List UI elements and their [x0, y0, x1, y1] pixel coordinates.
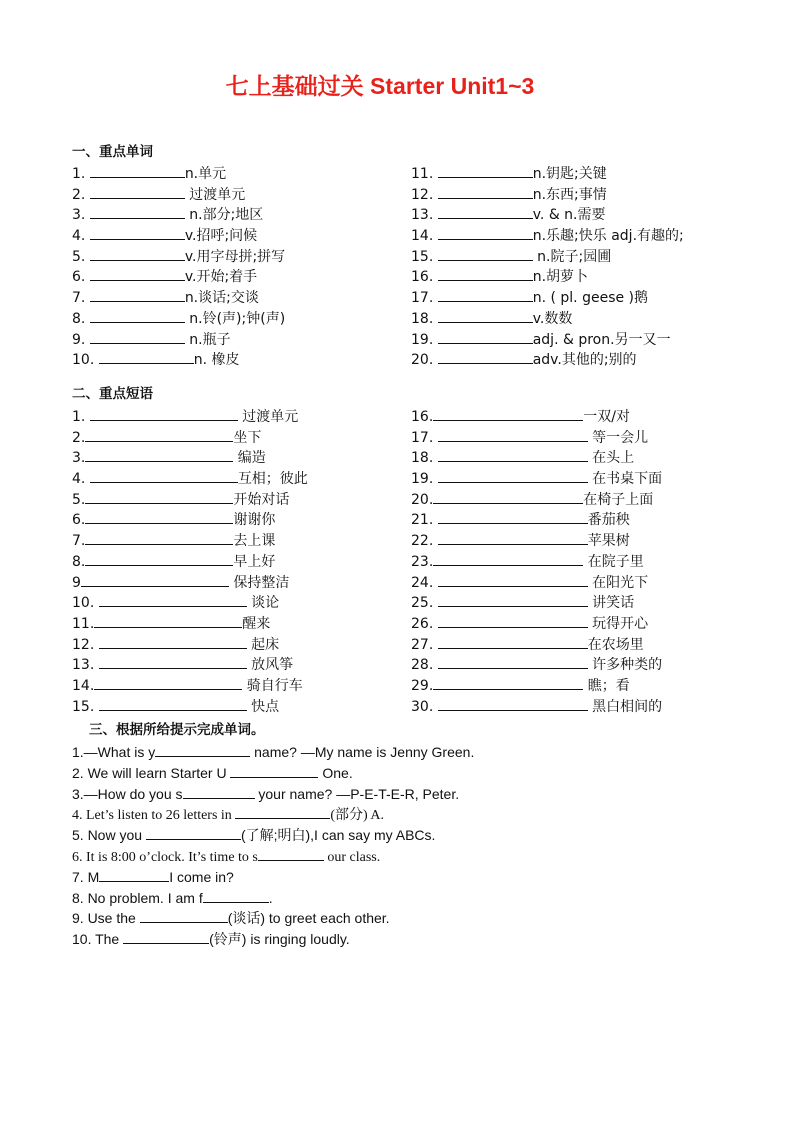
- answer-blank[interactable]: [230, 763, 318, 778]
- item-number: 20.: [411, 352, 438, 369]
- item-number: 24.: [411, 574, 438, 591]
- word-item-row: [72, 204, 285, 225]
- word-item-row: [411, 308, 684, 329]
- answer-blank[interactable]: [438, 613, 588, 628]
- phrase-item-row: [411, 613, 662, 634]
- section-2-heading: 二、重点短语: [72, 386, 153, 402]
- phrase-item-row: [411, 675, 662, 696]
- answer-blank[interactable]: [235, 804, 330, 819]
- phrase-item-row: [72, 572, 308, 593]
- word-item-row: [72, 308, 285, 329]
- item-hint: n.瓶子: [184, 331, 231, 348]
- answer-blank[interactable]: [99, 634, 247, 649]
- item-hint: 等一会儿: [587, 429, 649, 446]
- answer-blank[interactable]: [438, 163, 533, 178]
- phrase-item-row: [411, 509, 662, 530]
- phrase-item-row: [411, 654, 662, 675]
- item-hint: 谢谢你: [233, 512, 276, 529]
- sentence-start: 3.—How do you s: [72, 785, 183, 802]
- answer-blank[interactable]: [90, 308, 185, 323]
- item-hint: 在椅子上面: [583, 491, 654, 508]
- section-3-list: [72, 742, 474, 950]
- item-number: 1.: [72, 409, 90, 425]
- item-number: 6.: [72, 512, 86, 529]
- item-hint: 谈论: [246, 595, 280, 612]
- item-hint: 一双/对: [583, 409, 630, 425]
- word-item-row: [411, 349, 684, 370]
- sentence-start: 4. Let’s listen to 26 letters in: [72, 808, 236, 824]
- item-number: 18.: [411, 310, 438, 327]
- phrase-item-row: [411, 530, 662, 551]
- item-hint: 编造: [233, 450, 266, 467]
- item-hint: 起床: [246, 636, 280, 653]
- item-hint: 瞧；看: [583, 677, 630, 694]
- answer-blank[interactable]: [438, 696, 588, 711]
- word-item-row: [411, 329, 684, 350]
- phrase-item-row: [411, 447, 662, 468]
- section-2-left-column: [72, 406, 308, 716]
- sentence-start: 6. It is 8:00 o’clock. It’s time to s: [72, 849, 258, 865]
- item-number: 27.: [411, 636, 438, 653]
- section-1-left-column: [72, 163, 285, 370]
- answer-blank[interactable]: [94, 613, 242, 628]
- answer-blank[interactable]: [438, 634, 588, 649]
- item-hint: 早上好: [233, 553, 276, 570]
- fill-in-item: [72, 846, 474, 867]
- sentence-end: .: [268, 889, 273, 906]
- item-number: 4.: [72, 471, 90, 488]
- sentence-start: 1.—What is y: [72, 744, 156, 760]
- answer-blank[interactable]: [438, 447, 588, 462]
- sentence-end: (部分) A.: [330, 808, 384, 824]
- item-hint: 过渡单元: [184, 186, 246, 203]
- word-item-row: [411, 163, 684, 184]
- item-hint: n. 橡皮: [193, 352, 240, 369]
- fill-in-item: [72, 929, 474, 950]
- item-number: 7.: [72, 533, 86, 550]
- item-number: 9: [72, 574, 81, 591]
- phrase-item-row: [72, 509, 308, 530]
- answer-blank[interactable]: [438, 349, 533, 364]
- item-number: 9.: [72, 331, 90, 348]
- phrase-item-row: [72, 654, 308, 675]
- item-number: 8.: [72, 553, 86, 570]
- item-number: 8.: [72, 310, 90, 327]
- item-number: 18.: [411, 450, 438, 467]
- answer-blank[interactable]: [438, 654, 588, 669]
- item-number: 22.: [411, 533, 438, 550]
- fill-in-item: [72, 742, 474, 763]
- section-3-heading: 三、根据所给提示完成单词。: [89, 722, 265, 738]
- answer-blank[interactable]: [155, 742, 250, 757]
- fill-in-item: [72, 825, 474, 846]
- item-hint: 醒来: [242, 615, 271, 632]
- word-item-row: [72, 349, 285, 370]
- item-number: 13.: [411, 207, 438, 224]
- answer-blank[interactable]: [438, 246, 533, 261]
- phrase-item-row: [411, 572, 662, 593]
- answer-blank[interactable]: [90, 266, 185, 281]
- answer-blank[interactable]: [146, 825, 241, 840]
- item-number: 10.: [72, 595, 99, 612]
- sentence-end: (谈话) to greet each other.: [227, 910, 390, 927]
- sentence-start: 5. Now you: [72, 827, 146, 844]
- word-item-row: [411, 266, 684, 287]
- item-number: 14.: [72, 677, 95, 694]
- sentence-end: our class.: [323, 849, 381, 865]
- phrase-item-row: [411, 468, 662, 489]
- answer-blank[interactable]: [90, 287, 185, 302]
- item-number: 10.: [72, 352, 99, 369]
- answer-blank[interactable]: [85, 509, 233, 524]
- answer-blank[interactable]: [90, 246, 185, 261]
- item-number: 3.: [72, 207, 90, 224]
- answer-blank[interactable]: [99, 349, 194, 364]
- answer-blank[interactable]: [99, 592, 247, 607]
- item-number: 6.: [72, 269, 90, 286]
- item-hint: v.数数: [532, 310, 573, 327]
- item-number: 11.: [411, 166, 438, 182]
- sentence-start: 9. Use the: [72, 910, 140, 927]
- item-number: 1.: [72, 166, 90, 182]
- item-hint: 讲笑话: [587, 595, 635, 612]
- item-hint: 黑白相间的: [587, 698, 663, 715]
- answer-blank[interactable]: [433, 489, 583, 504]
- answer-blank[interactable]: [85, 427, 233, 442]
- answer-blank[interactable]: [90, 329, 185, 344]
- sentence-start: 8. No problem. I am f: [72, 889, 203, 906]
- phrase-item-row: [411, 634, 662, 655]
- fill-in-item: [72, 763, 474, 784]
- item-hint: 坐下: [233, 429, 262, 446]
- item-number: 16.: [411, 409, 434, 425]
- sentence-end: One.: [318, 764, 353, 781]
- item-hint: 番茄秧: [587, 512, 630, 529]
- item-number: 25.: [411, 595, 438, 612]
- item-number: 13.: [72, 657, 99, 674]
- item-number: 23.: [411, 553, 434, 570]
- item-hint: 互相；彼此: [237, 471, 308, 488]
- fill-in-item: [72, 867, 474, 888]
- sentence-end: name? —My name is Jenny Green.: [250, 744, 475, 760]
- answer-blank[interactable]: [438, 592, 588, 607]
- section-2-right-column: [411, 406, 662, 716]
- fill-in-item: [72, 888, 474, 909]
- answer-blank[interactable]: [90, 406, 238, 421]
- sentence-start: 7. M: [72, 868, 100, 885]
- answer-blank[interactable]: [438, 427, 588, 442]
- answer-blank[interactable]: [438, 509, 588, 524]
- phrase-item-row: [72, 489, 308, 510]
- answer-blank[interactable]: [85, 489, 233, 504]
- answer-blank[interactable]: [140, 908, 228, 923]
- item-hint: 许多种类的: [587, 657, 663, 674]
- item-hint: n.单元: [184, 166, 227, 182]
- item-hint: n. ( pl. geese )鹅: [532, 290, 649, 307]
- answer-blank[interactable]: [438, 329, 533, 344]
- answer-blank[interactable]: [438, 468, 588, 483]
- phrase-item-row: [72, 592, 308, 613]
- answer-blank[interactable]: [81, 572, 229, 587]
- phrase-item-row: [72, 634, 308, 655]
- item-number: 15.: [72, 698, 99, 715]
- answer-blank[interactable]: [438, 308, 533, 323]
- fill-in-item: [72, 908, 474, 929]
- word-item-row: [72, 329, 285, 350]
- answer-blank[interactable]: [258, 846, 324, 861]
- answer-blank[interactable]: [438, 530, 588, 545]
- item-hint: v.用字母拼;拼写: [184, 248, 286, 265]
- answer-blank[interactable]: [85, 530, 233, 545]
- sentence-start: 10. The: [72, 931, 124, 948]
- item-number: 12.: [72, 636, 99, 653]
- phrase-item-row: [72, 675, 308, 696]
- phrase-item-row: [411, 406, 662, 427]
- item-number: 30.: [411, 698, 438, 715]
- answer-blank[interactable]: [438, 266, 533, 281]
- item-number: 5.: [72, 491, 86, 508]
- answer-blank[interactable]: [85, 551, 233, 566]
- item-hint: n.院子;园圃: [532, 248, 612, 265]
- word-item-row: [411, 184, 684, 205]
- phrase-item-row: [72, 468, 308, 489]
- word-item-row: [411, 287, 684, 308]
- item-hint: 玩得开心: [587, 615, 649, 632]
- item-number: 2.: [72, 186, 90, 203]
- item-hint: 放风筝: [246, 657, 294, 674]
- sentence-end: (铃声) is ringing loudly.: [209, 931, 350, 948]
- item-number: 17.: [411, 290, 438, 307]
- word-item-row: [72, 163, 285, 184]
- word-item-row: [411, 246, 684, 267]
- item-number: 5.: [72, 248, 90, 265]
- answer-blank[interactable]: [183, 784, 255, 799]
- word-item-row: [72, 184, 285, 205]
- item-hint: 保持整洁: [228, 574, 290, 591]
- answer-blank[interactable]: [99, 696, 247, 711]
- item-number: 11.: [72, 615, 95, 632]
- phrase-item-row: [411, 427, 662, 448]
- answer-blank[interactable]: [90, 204, 185, 219]
- sentence-end: I come in?: [169, 868, 234, 885]
- item-number: 12.: [411, 186, 438, 203]
- answer-blank[interactable]: [99, 654, 247, 669]
- sentence-start: 2. We will learn Starter U: [72, 764, 231, 781]
- item-hint: n.谈话;交谈: [184, 290, 259, 307]
- item-number: 7.: [72, 290, 90, 307]
- word-item-row: [72, 246, 285, 267]
- item-hint: 去上课: [233, 533, 276, 550]
- phrase-item-row: [72, 406, 308, 427]
- answer-blank[interactable]: [438, 225, 533, 240]
- item-number: 14.: [411, 228, 438, 245]
- phrase-item-row: [72, 613, 308, 634]
- item-number: 28.: [411, 657, 438, 674]
- item-hint: 在书桌下面: [587, 471, 663, 488]
- answer-blank[interactable]: [438, 184, 533, 199]
- item-number: 26.: [411, 615, 438, 632]
- phrase-item-row: [72, 447, 308, 468]
- fill-in-item: [72, 804, 474, 825]
- word-item-row: [411, 204, 684, 225]
- answer-blank[interactable]: [90, 163, 185, 178]
- word-item-row: [72, 287, 285, 308]
- answer-blank[interactable]: [433, 406, 583, 421]
- item-hint: 开始对话: [233, 491, 290, 508]
- item-number: 15.: [411, 248, 438, 265]
- item-number: 19.: [411, 331, 438, 348]
- word-item-row: [72, 225, 285, 246]
- phrase-item-row: [411, 489, 662, 510]
- item-hint: 在院子里: [583, 553, 644, 570]
- word-item-row: [72, 266, 285, 287]
- item-hint: 苹果树: [587, 533, 630, 550]
- phrase-item-row: [72, 551, 308, 572]
- section-1-right-column: [411, 163, 684, 370]
- item-hint: n.胡萝卜: [532, 269, 589, 286]
- sentence-end: your name? —P-E-T-E-R, Peter.: [254, 785, 460, 802]
- phrase-item-row: [411, 592, 662, 613]
- answer-blank[interactable]: [123, 929, 209, 944]
- phrase-item-row: [411, 696, 662, 717]
- item-hint: v.开始;着手: [184, 269, 258, 286]
- item-hint: 过渡单元: [237, 409, 299, 425]
- answer-blank[interactable]: [433, 551, 583, 566]
- word-item-row: [411, 225, 684, 246]
- item-hint: v. & n.需要: [532, 207, 606, 224]
- item-number: 4.: [72, 228, 90, 245]
- answer-blank[interactable]: [203, 888, 269, 903]
- answer-blank[interactable]: [99, 867, 169, 882]
- section-1-heading: 一、重点单词: [72, 144, 153, 160]
- item-hint: adv.其他的;别的: [532, 352, 637, 369]
- item-hint: 在头上: [587, 450, 635, 467]
- item-number: 21.: [411, 512, 438, 529]
- fill-in-item: [72, 784, 474, 805]
- item-hint: 快点: [246, 698, 280, 715]
- phrase-item-row: [411, 551, 662, 572]
- answer-blank[interactable]: [94, 675, 242, 690]
- item-hint: 在农场里: [587, 636, 644, 653]
- item-hint: n.钥匙;关键: [532, 166, 607, 182]
- answer-blank[interactable]: [85, 447, 233, 462]
- sentence-end: (了解;明白),I can say my ABCs.: [240, 827, 436, 844]
- item-number: 17.: [411, 429, 438, 446]
- page-title: 七上基础过关 Starter Unit1~3: [225, 73, 535, 99]
- item-number: 3.: [72, 450, 86, 467]
- answer-blank[interactable]: [433, 675, 583, 690]
- item-number: 20.: [411, 491, 434, 508]
- answer-blank[interactable]: [438, 204, 533, 219]
- item-hint: n.铃(声);钟(声): [184, 310, 286, 327]
- answer-blank[interactable]: [90, 468, 238, 483]
- item-number: 19.: [411, 471, 438, 488]
- answer-blank[interactable]: [438, 287, 533, 302]
- item-number: 29.: [411, 677, 434, 694]
- phrase-item-row: [72, 696, 308, 717]
- item-hint: adj. & pron.另一又一: [532, 331, 671, 348]
- phrase-item-row: [72, 427, 308, 448]
- answer-blank[interactable]: [90, 225, 185, 240]
- item-hint: n.乐趣;快乐 adj.有趣的;: [532, 228, 684, 245]
- item-hint: n.东西;事情: [532, 186, 607, 203]
- item-hint: 在阳光下: [587, 574, 649, 591]
- item-hint: v.招呼;问候: [184, 228, 258, 245]
- item-number: 16.: [411, 269, 438, 286]
- answer-blank[interactable]: [90, 184, 185, 199]
- answer-blank[interactable]: [438, 572, 588, 587]
- item-hint: 骑自行车: [242, 677, 303, 694]
- phrase-item-row: [72, 530, 308, 551]
- item-number: 2.: [72, 429, 86, 446]
- item-hint: n.部分;地区: [184, 207, 264, 224]
